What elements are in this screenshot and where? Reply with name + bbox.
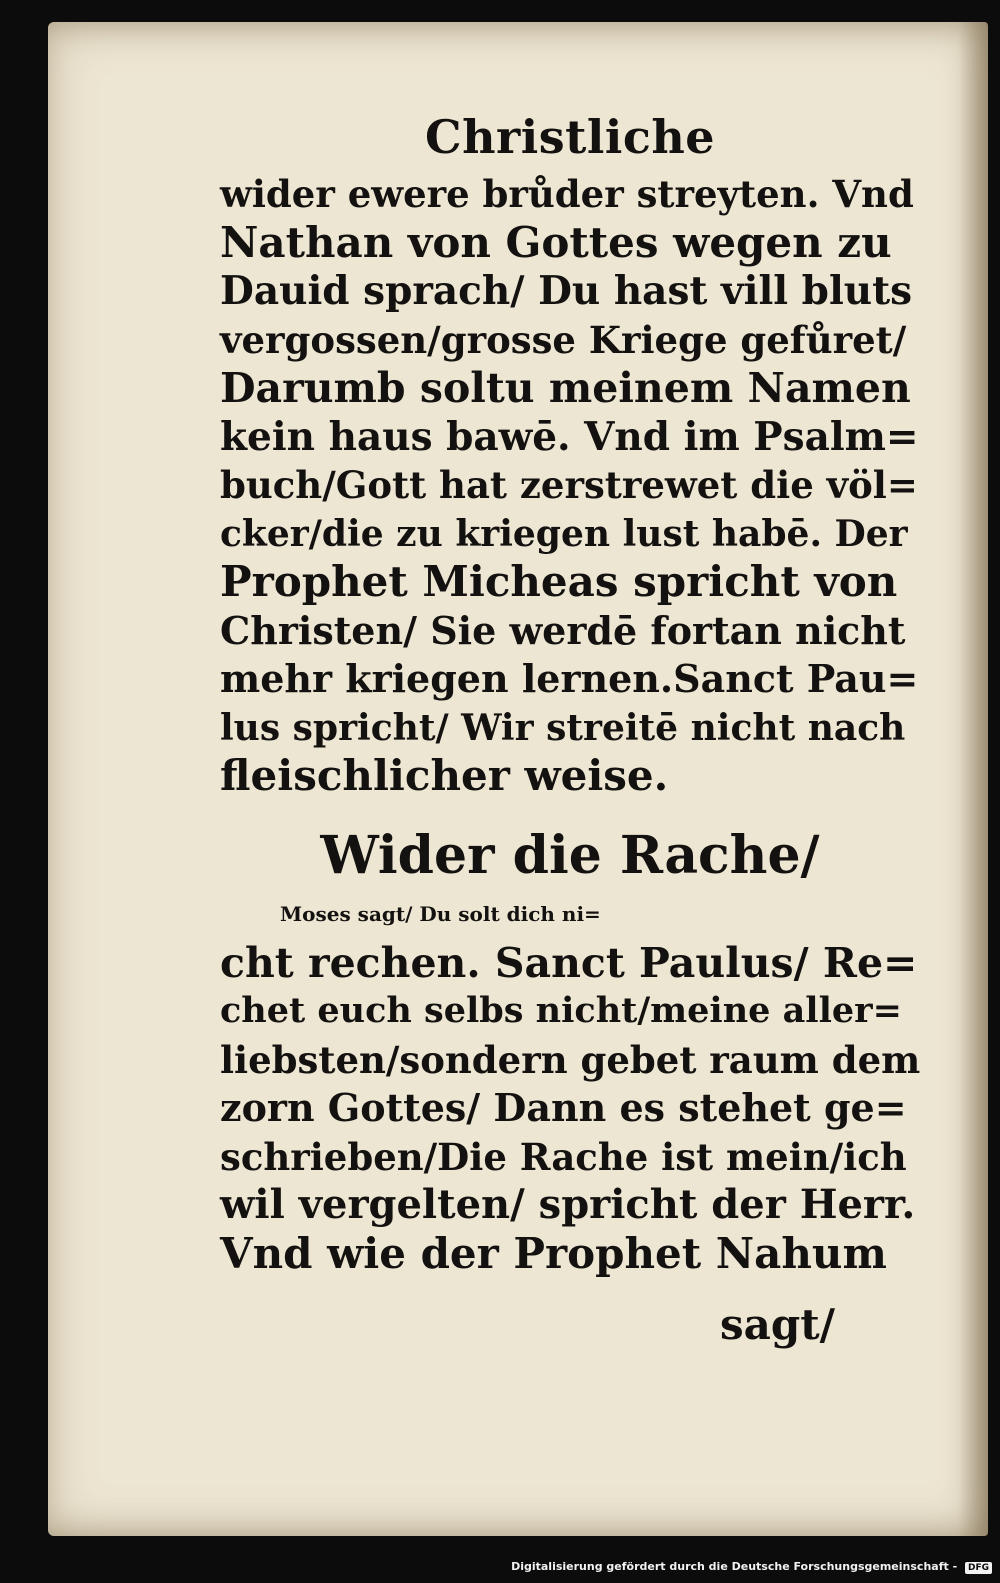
- text-line: mehr kriegen lernen.Sanct Pau=: [220, 656, 919, 701]
- text-line: Nathan von Gottes wegen zu: [220, 217, 892, 267]
- text-line: buch/Gott hat zerstrewet die völ=: [220, 463, 918, 507]
- page-spine-shadow: [958, 22, 988, 1536]
- text-line: cht rechen. Sanct Paulus/ Re=: [220, 938, 918, 987]
- paragraph-2: [220, 890, 920, 1278]
- text-line: liebsten/sondern gebet raum dem: [220, 1037, 921, 1082]
- text-line: wider ewere brůder streyten. Vnd: [220, 172, 914, 216]
- text-line: Moses sagt/ Du solt dich ni=: [280, 902, 601, 926]
- text-line: Christen/ Sie werdē fortan nicht: [220, 607, 906, 653]
- text-line: wil vergelten/ spricht der Herr.: [220, 1181, 916, 1228]
- catchword: sagt/: [720, 1300, 835, 1349]
- text-line: Dauid sprach/ Du hast vill bluts: [220, 268, 913, 314]
- dfg-logo: DFG: [965, 1562, 992, 1574]
- paragraph-1: [220, 170, 920, 801]
- text-line: vergossen/grosse Kriege gefůret/: [220, 317, 907, 362]
- text-line: zorn Gottes/ Dann es stehet ge=: [220, 1085, 907, 1130]
- text-line: Darumb soltu meinem Namen: [220, 364, 911, 412]
- text-line: lus spricht/ Wir streitē nicht nach: [220, 706, 906, 749]
- running-head: Christliche: [424, 110, 716, 164]
- digitization-footer: [511, 1560, 992, 1574]
- text-line: cker/die zu kriegen lust habē. Der: [220, 512, 908, 555]
- text-line: kein haus bawē. Vnd im Psalm=: [220, 413, 919, 460]
- text-line: schrieben/Die Rache ist mein/ich: [220, 1134, 907, 1179]
- footer-text: Digitalisierung gefördert durch die Deutsche Forschungsgemeinschaft -: [511, 1560, 958, 1573]
- section-heading: Wider die Rache/: [320, 825, 820, 886]
- text-line: fleischlicher weise.: [220, 751, 669, 800]
- text-line: Vnd wie der Prophet Nahum: [220, 1228, 887, 1278]
- text-line: Prophet Micheas spricht von: [220, 557, 898, 606]
- text-line: chet euch selbs nicht/meine aller=: [220, 990, 902, 1031]
